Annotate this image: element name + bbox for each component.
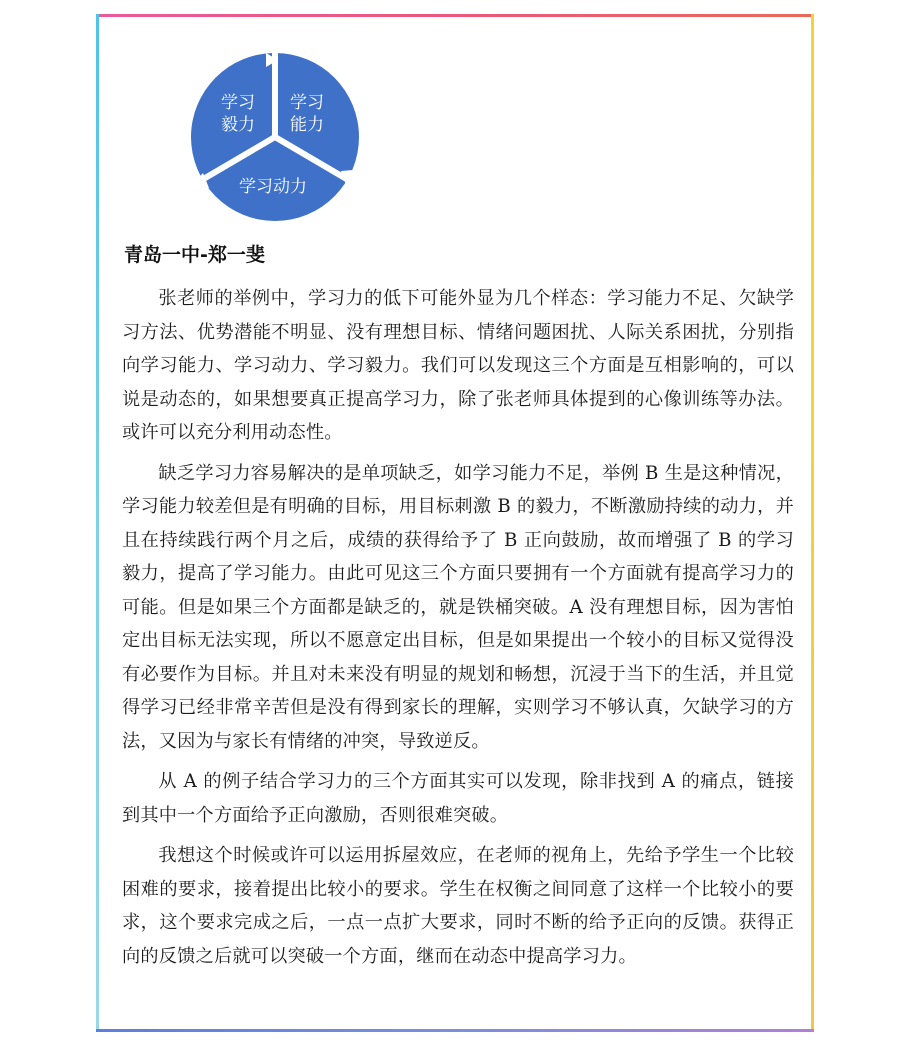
article-body — [122, 282, 794, 980]
paragraph-4: 我想这个时候或许可以运用拆屋效应，在老师的视角上，先给予学生一个比较困难的要求，接着提出比较小的要求。学生在权衡之间同意了这样一个比较小的要求，这个要求完成之后，一点一点扩大要求，同时不断的给予正向的反馈。获得正向的反馈之后就可以突破一个方面，继而在动态中提高学习力。 — [122, 845, 794, 967]
segment-label-motivation: 学习动力 — [239, 177, 307, 197]
paragraph-2: 缺乏学习力容易解决的是单项缺乏，如学习能力不足，举例 B 生是这种情况，学习能力较差但是有明确的目标，用目标刺激 B 的毅力，不断激励持续的动力，并且在持续践行两个月之后，成绩的获得给予了 B 正向鼓励，故而增强了 B 的学习毅力，提高了学习能力。由此可见这三个方面只要拥有一个方面就有提高学习力的可能。但是如果三个方面都是缺乏的，就是铁桶突破。A 没有理想目标，因为害怕定出目标无法实现，所以不愿意定出目标，但是如果提出一个较小的目标又觉得没有必要作为目标。并且对未来没有明显的规划和畅想，沉浸于当下的生活，并且觉得学习已经非常辛苦但是没有得到家长的理解，实则学习不够认真，欠缺学习的方法，又因为与家长有情绪的冲突，导致逆反。 — [122, 462, 794, 752]
border-right — [811, 14, 814, 1032]
border-left — [96, 14, 99, 1032]
border-bottom — [96, 1029, 814, 1032]
paragraph-1: 张老师的举例中，学习力的低下可能外显为几个样态：学习能力不足、欠缺学习方法、优势潜能不明显、没有理想目标、情绪问题困扰、人际关系困扰，分别指向学习能力、学习动力、学习毅力。我们可以发现这三个方面是互相影响的，可以说是动态的，如果想要真正提高学习力，除了张老师具体提到的心像训练等办法。或许可以充分利用动态性。 — [122, 288, 794, 443]
author-heading: 青岛一中-郑一斐 — [124, 244, 265, 266]
segment-label-perseverance-2: 毅力 — [221, 115, 255, 135]
border-top — [96, 14, 814, 17]
segment-label-perseverance-1: 学习 — [221, 93, 255, 113]
cycle-diagram-svg — [190, 52, 360, 222]
learning-power-cycle-diagram — [190, 52, 360, 222]
paragraph-3: 从 A 的例子结合学习力的三个方面其实可以发现，除非找到 A 的痛点，链接到其中一个方面给予正向激励，否则很难突破。 — [122, 771, 794, 826]
segment-label-ability-1: 学习 — [290, 93, 324, 113]
segment-label-ability-2: 能力 — [290, 115, 324, 135]
